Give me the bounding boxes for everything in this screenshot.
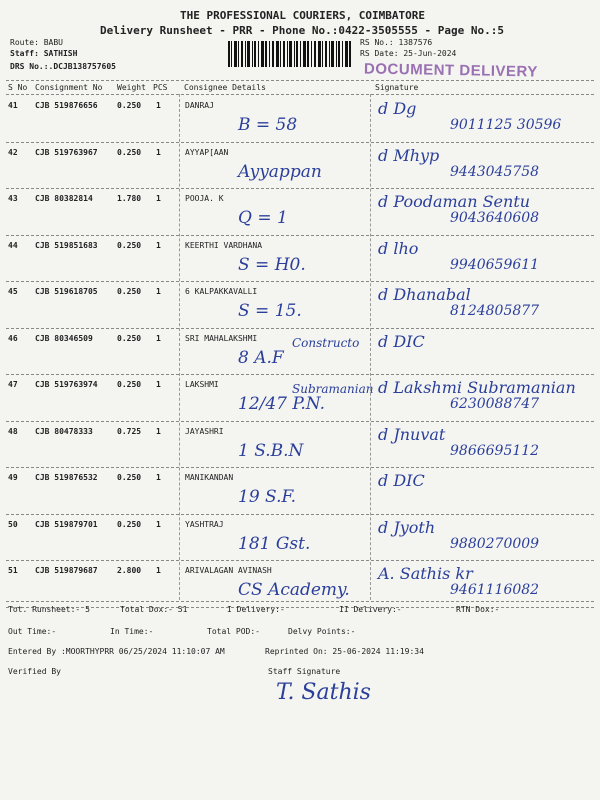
row-consignment: CJB 519763974 xyxy=(35,380,98,389)
row-signature: d Poodaman Sentu xyxy=(378,192,531,211)
col-signature: Signature xyxy=(375,83,419,92)
row-consignment: CJB 80346509 xyxy=(35,333,93,343)
row-consignment: CJB 519879687 xyxy=(35,566,98,575)
row-weight: 0.250 xyxy=(117,473,142,482)
row-consignment: CJB 519763967 xyxy=(35,147,98,157)
row-pcs: 1 xyxy=(156,333,161,343)
row-consignment: CJB 80382814 xyxy=(35,194,93,203)
row-divider xyxy=(6,374,594,375)
delvy-points: Delvy Points:- xyxy=(288,627,356,636)
divider xyxy=(6,94,594,95)
row-sno: 46 xyxy=(8,333,18,343)
row-divider xyxy=(6,467,594,468)
col-consignee: Consignee Details xyxy=(184,83,266,92)
row-handwritten-note: B = 58 xyxy=(238,115,298,135)
row-phone: 9043640608 xyxy=(450,210,540,226)
row-pcs: 1 xyxy=(156,101,161,110)
row-sno: 50 xyxy=(8,519,18,529)
column-separator xyxy=(179,94,180,600)
row-weight: 0.725 xyxy=(117,426,142,436)
row-consignment: CJB 519876532 xyxy=(35,473,98,482)
row-weight: 0.250 xyxy=(117,101,142,110)
row-signature: d lho xyxy=(378,238,419,258)
out-time: Out Time:- xyxy=(8,627,57,636)
row-phone: 6230088747 xyxy=(450,396,540,412)
row-divider xyxy=(6,560,594,561)
row-sno: 45 xyxy=(8,287,18,296)
runsheet-subtitle: Delivery Runsheet - PRR - Phone No.:0422-3505555 - Page No.:5 xyxy=(100,24,504,37)
row-sno: 43 xyxy=(8,194,18,203)
row-weight: 0.250 xyxy=(117,287,142,296)
row-weight: 2.800 xyxy=(117,566,142,575)
row-pcs: 1 xyxy=(156,147,161,157)
row-divider xyxy=(6,142,594,143)
row-pcs: 1 xyxy=(156,240,161,250)
row-divider xyxy=(6,281,594,282)
staff-signature-label: Staff Signature xyxy=(268,667,341,676)
row-signature: A. Sathis kr xyxy=(378,564,473,583)
rs-number: RS No.: 1387576 xyxy=(360,38,433,47)
row-divider xyxy=(6,421,594,422)
row-phone: 9940659611 xyxy=(450,256,540,273)
row-sno: 49 xyxy=(8,473,18,482)
row-signature: d DIC xyxy=(378,331,425,351)
col-weight: Weight xyxy=(117,83,146,92)
ii-delivery: II Delivery:- xyxy=(339,605,402,614)
row-pcs: 1 xyxy=(156,519,161,529)
row-consignment: CJB 519618705 xyxy=(35,287,98,296)
row-handwritten-note: 1 S.B.N xyxy=(238,440,304,461)
divider xyxy=(6,601,594,602)
row-signature: d Dhanabal xyxy=(378,285,471,304)
rs-date: RS Date: 25-Jun-2024 xyxy=(360,49,457,58)
row-consignee: MANIKANDAN xyxy=(185,473,234,482)
row-consignee: AYYAP[AAN xyxy=(185,147,229,157)
row-sno: 42 xyxy=(8,147,18,157)
barcode-image xyxy=(228,41,352,67)
row-sno: 48 xyxy=(8,426,18,436)
row-handwritten-note: 12/47 P.N. xyxy=(238,394,325,414)
staff-label: Staff: SATHISH xyxy=(10,49,78,58)
row-sno: 44 xyxy=(8,240,18,250)
row-signature: d Jyoth xyxy=(378,517,436,537)
row-pcs: 1 xyxy=(156,566,161,575)
entered-by: Entered By :MOORTHYPRR 06/25/2024 11:10:07 AM xyxy=(8,647,225,656)
row-sno: 47 xyxy=(8,380,18,389)
row-divider xyxy=(6,514,594,515)
row-consignee: KEERTHI VARDHANA xyxy=(185,240,263,250)
route-label: Route: BABU xyxy=(10,38,63,47)
row-consignment: CJB 519876656 xyxy=(35,101,98,110)
row-handwritten-note: Ayyappan xyxy=(238,161,322,182)
row-phone: 9011125 30596 xyxy=(450,117,562,133)
row-handwritten-note: 19 S.F. xyxy=(238,487,297,507)
row-phone: 9880270009 xyxy=(450,535,540,552)
row-handwritten-note: Q = 1 xyxy=(238,208,288,228)
row-pcs: 1 xyxy=(156,287,161,296)
row-weight: 0.250 xyxy=(117,380,142,389)
row-consignee: LAKSHMI xyxy=(185,380,219,389)
row-weight: 0.250 xyxy=(117,147,142,157)
row-consignee: DANRAJ xyxy=(185,101,214,110)
tot-runsheet: Tot. Runsheet:- 5 xyxy=(8,605,90,614)
row-consignee: YASHTRAJ xyxy=(185,519,224,529)
row-phone: 9443045758 xyxy=(450,163,540,180)
row-pcs: 1 xyxy=(156,380,161,389)
col-consignment: Consignment No xyxy=(35,83,103,92)
row-consignee: 6 KALPAKKAVALLI xyxy=(185,287,258,296)
rtn-dox: RTN Dox:- xyxy=(456,605,500,614)
column-separator xyxy=(370,94,371,600)
row-pcs: 1 xyxy=(156,473,161,482)
row-handwritten-note: S = H0. xyxy=(238,254,306,275)
row-handwritten-note-2: Constructo xyxy=(292,335,360,350)
i-delivery: I Delivery:- xyxy=(227,605,285,614)
row-signature: d Dg xyxy=(378,99,417,118)
row-divider xyxy=(6,235,594,236)
row-phone: 9461116082 xyxy=(450,582,540,598)
row-consignee: JAYASHRI xyxy=(185,426,224,436)
total-pod: Total POD:- xyxy=(207,627,260,636)
row-handwritten-note-2: Subramanian xyxy=(292,382,374,396)
drs-number: DRS No.:.DCJB138757605 xyxy=(10,62,116,71)
row-consignee: ARIVALAGAN AVINASH xyxy=(185,566,272,575)
staff-signature: T. Sathis xyxy=(276,680,371,705)
row-sno: 41 xyxy=(8,101,18,110)
in-time: In Time:- xyxy=(110,627,154,636)
reprinted-on: Reprinted On: 25-06-2024 11:19:34 xyxy=(265,647,424,656)
row-handwritten-note: S = 15. xyxy=(238,301,302,321)
row-signature: d Jnuvat xyxy=(378,424,446,444)
row-pcs: 1 xyxy=(156,194,161,203)
row-divider xyxy=(6,328,594,329)
col-sno: S No xyxy=(8,83,28,92)
row-consignee: SRI MAHALAKSHMI xyxy=(185,333,258,343)
row-sno: 51 xyxy=(8,566,18,575)
row-consignment: CJB 80478333 xyxy=(35,426,93,436)
row-weight: 0.250 xyxy=(117,240,142,250)
row-weight: 0.250 xyxy=(117,519,142,529)
divider xyxy=(6,80,594,81)
row-signature: d DIC xyxy=(378,471,425,490)
row-phone: 8124805877 xyxy=(450,303,540,319)
row-consignment: CJB 519851683 xyxy=(35,240,98,250)
row-signature: d Lakshmi Subramanian xyxy=(378,378,576,397)
row-consignee: POOJA. K xyxy=(185,194,224,203)
verified-by: Verified By xyxy=(8,667,61,676)
row-divider xyxy=(6,188,594,189)
document-delivery-stamp: DOCUMENT DELIVERY xyxy=(363,60,538,81)
row-handwritten-note: 8 A.F xyxy=(238,347,284,368)
total-dox: Total Dox:- 51 xyxy=(120,605,188,614)
row-consignment: CJB 519879701 xyxy=(35,519,98,529)
row-weight: 0.250 xyxy=(117,333,142,343)
company-name: THE PROFESSIONAL COURIERS, COIMBATORE xyxy=(180,9,426,22)
row-weight: 1.780 xyxy=(117,194,142,203)
row-divider xyxy=(6,607,594,608)
row-handwritten-note: 181 Gst. xyxy=(238,533,311,554)
row-handwritten-note: CS Academy. xyxy=(238,580,350,600)
row-pcs: 1 xyxy=(156,426,161,436)
col-pcs: PCS xyxy=(153,83,168,92)
row-signature: d Mhyp xyxy=(378,145,440,165)
row-phone: 9866695112 xyxy=(450,442,540,459)
